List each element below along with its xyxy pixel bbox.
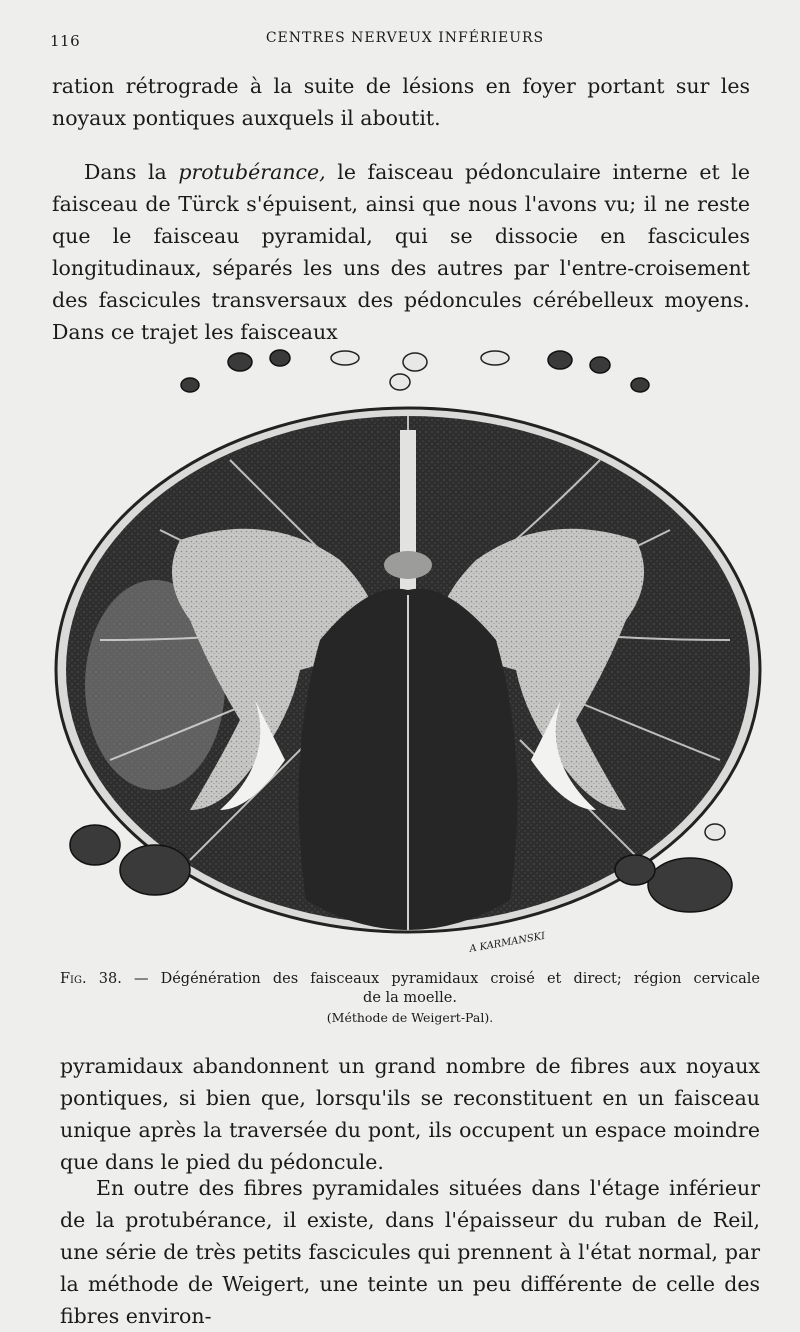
page-header — [50, 28, 760, 54]
caption-line-1 — [60, 970, 760, 989]
artist-signature: A KARMANSKI — [468, 930, 547, 955]
paragraph-3: pyramidaux abandonnent un grand nombre de fibres aux noyaux pontiques, si bien que, lorsqu'ils se reconstituent en un faisceau unique après la traversée du pont, ils occupent un espace moindre que dans le pied du pédoncule. — [60, 1054, 760, 1174]
figure-caption — [60, 970, 760, 1027]
spinal-cord-illustration — [40, 340, 770, 965]
paragraph-1: ration rétrograde à la suite de lésions en foyer portant sur les noyaux pontiques auxquels il aboutit. — [52, 74, 750, 130]
figure-spinal-cord-section — [40, 340, 770, 965]
paragraph-2-body: le faisceau pédonculaire interne et le faisceau de Türck s'épuisent, ainsi que nous l'avons vu; il ne reste que le faisceau pyramidal, qui se dissocie en fascicules longitudinaux, séparés les uns des autres par l'entre-croisement des fascicules transversaux des pédoncules cérébelleux moyens. Dans ce trajet les faisceaux — [52, 160, 750, 344]
caption-label: Fig. 38. — [60, 971, 122, 987]
caption-line-2: de la moelle. — [363, 990, 457, 1006]
emphasis-protuberance: protubérance, — [178, 160, 326, 184]
caption-method: (Méthode de Weigert-Pal). — [326, 1010, 494, 1025]
running-title: CENTRES NERVEUX INFÉRIEURS — [265, 30, 545, 46]
paragraph-2 — [52, 156, 750, 348]
page-number: 116 — [50, 32, 81, 50]
paragraph-4: En outre des fibres pyramidales situées dans l'étage inférieur de la protubérance, il existe, dans l'épaisseur du ruban de Reil, une série de très petits fascicules qui prennent à l'état normal, par la méthode de Weigert, une teinte un peu différente de celle des fibres environ- — [60, 1176, 760, 1328]
caption-text: — Dégénération des faisceaux pyramidaux croisé et direct; région cervicale — [121, 971, 760, 987]
paragraph-2-lead: Dans la — [84, 160, 179, 184]
